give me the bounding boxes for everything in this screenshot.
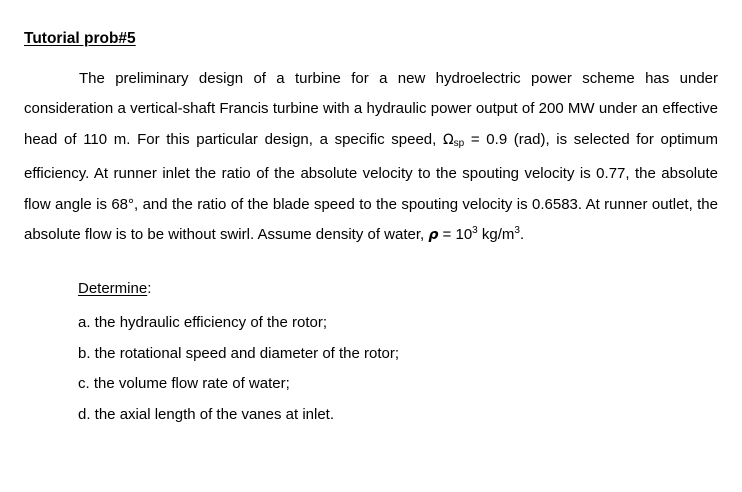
task-list <box>78 308 399 430</box>
rho-symbol: ρ <box>428 227 439 244</box>
omega-symbol: Ω <box>442 131 454 148</box>
statement-part-1: The preliminary design of a turbine for a new hydroelectric power scheme has under consideration a vertical-shaft Francis turbine with a hydraulic power output of 200 MW under an effective head of 110 m. For this particular design, a specific speed, <box>24 70 718 148</box>
determine-heading <box>78 280 151 297</box>
statement-part-2: = 0.9 (rad), is selected for optimum efficiency. At runner inlet the ratio of the absolute velocity to the spouting velocity is 0.77, the absolute flow angle is 68°, and the ratio of the blade speed to the spouting velocity is 0.6583. At runner outlet, the absolute flow is to be without swirl. Assume density of water, <box>24 130 718 244</box>
determine-label: Determine <box>78 280 148 297</box>
list-item: b. the rotational speed and diameter of the rotor; <box>78 344 400 362</box>
list-item: a. the hydraulic efficiency of the rotor; <box>78 314 328 331</box>
unit-exponent: 3 <box>514 225 520 237</box>
statement-part-5: . <box>519 226 525 244</box>
problem-statement <box>24 64 718 250</box>
list-item: d. the axial length of the vanes at inlet. <box>78 405 335 423</box>
tutorial-title: Tutorial prob#5 <box>24 30 136 47</box>
density-exponent: 3 <box>472 225 478 237</box>
determine-colon: : <box>147 280 152 297</box>
statement-part-3: = 10 <box>438 226 473 244</box>
list-item: c. the volume flow rate of water; <box>78 375 290 393</box>
omega-subscript: sp <box>453 137 465 149</box>
statement-part-4: kg/m <box>477 226 515 244</box>
